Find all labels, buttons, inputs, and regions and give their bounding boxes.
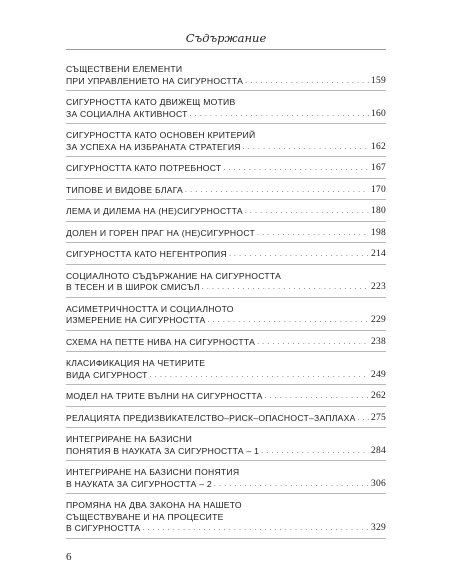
toc-entry-title-line: СИГУРНОСТТА КАТО ОСНОВЕН КРИТЕРИЙ bbox=[66, 130, 256, 140]
toc-entry bbox=[66, 247, 386, 265]
toc-entry bbox=[66, 128, 386, 157]
toc-entry bbox=[66, 411, 386, 429]
toc-entry-title-line: КЛАСИФИКАЦИЯ НА ЧЕТИРИТЕ bbox=[66, 358, 206, 368]
toc-entry-last-line bbox=[66, 142, 386, 154]
toc-entry bbox=[66, 62, 386, 91]
toc-entry-page-number: 214 bbox=[371, 249, 386, 259]
toc-entry-page-number: 275 bbox=[371, 412, 386, 423]
toc-entry-page-number: 238 bbox=[371, 336, 386, 347]
toc-entry-page-number: 262 bbox=[371, 391, 386, 401]
toc-entry bbox=[66, 356, 386, 385]
toc-entry-title-line: В ТЕСЕН И В ШИРОК СМИСЪЛ bbox=[66, 282, 200, 292]
toc-entry bbox=[66, 389, 386, 407]
toc-entry-last-line bbox=[66, 163, 386, 175]
toc-entry-title-line: ИНТЕГРИРАНЕ НА БАЗИСНИ ПОНЯТИЯ bbox=[66, 467, 240, 477]
toc-entry bbox=[66, 465, 386, 494]
toc-entry-page-number: 180 bbox=[371, 206, 386, 216]
toc-entry-page-number: 159 bbox=[371, 75, 386, 86]
toc-entry-page-number: 223 bbox=[371, 282, 386, 292]
toc-entry-title-line: ИЗМЕРЕНИЕ НА СИГУРНОСТТА bbox=[66, 315, 206, 325]
toc-entry-last-line bbox=[66, 479, 386, 491]
toc-entry-last-line bbox=[66, 109, 386, 121]
toc-entry-title-line: СХЕМА НА ПЕТТЕ НИВА НА СИГУРНОСТТА bbox=[66, 336, 256, 347]
toc-entry-title-line: В НАУКАТА ЗА СИГУРНОСТТА – 2 bbox=[66, 478, 212, 489]
dot-leader bbox=[190, 109, 369, 121]
toc-entry bbox=[66, 204, 386, 222]
dot-leader bbox=[214, 479, 369, 491]
toc-entry-title-line: СИГУРНОСТТА КАТО ПОТРЕБНОСТ bbox=[66, 163, 222, 173]
toc-entry-last-line bbox=[66, 391, 386, 403]
toc-entry-page-number: 306 bbox=[371, 478, 386, 489]
toc-entry-title-line: РЕЛАЦИЯТА ПРЕДИЗВИКАТЕЛСТВО–РИСК–ОПАСНОСТ–ЗАПЛАХА bbox=[66, 412, 356, 423]
dot-leader bbox=[261, 446, 369, 458]
toc-entry-title-line: ЗА УСПЕХА НА ИЗБРАНАТА СТРАТЕГИЯ bbox=[66, 141, 241, 152]
toc-entry-page-number: 284 bbox=[371, 445, 386, 456]
toc-entry-page-number: 162 bbox=[371, 141, 386, 152]
toc-entry bbox=[66, 183, 386, 201]
toc-entry-page-number: 249 bbox=[371, 369, 386, 380]
toc-entry-title-line: ИНТЕГРИРАНЕ НА БАЗИСНИ bbox=[66, 434, 193, 444]
dot-leader bbox=[202, 282, 369, 294]
toc-entry-page-number: 229 bbox=[371, 315, 386, 325]
toc-entry-title-line: СИГУРНОСТТА КАТО ДВИЖЕЩ МОТИВ bbox=[66, 97, 236, 107]
page-number: 6 bbox=[66, 551, 72, 563]
dot-leader bbox=[243, 142, 369, 154]
toc-entry bbox=[66, 432, 386, 461]
toc-entry-page-number: 167 bbox=[371, 163, 386, 173]
dot-leader bbox=[185, 185, 369, 197]
toc-entry-last-line bbox=[66, 523, 386, 535]
toc-entry-page-number: 160 bbox=[371, 108, 386, 119]
toc-entry bbox=[66, 335, 386, 353]
toc-entry-title-line: СЪЩЕСТВЕНИ ЕЛЕМЕНТИ bbox=[66, 64, 183, 74]
toc-entry-last-line bbox=[66, 249, 386, 261]
dot-leader bbox=[265, 391, 369, 403]
toc-entry-last-line bbox=[66, 228, 386, 240]
toc-entry bbox=[66, 269, 386, 298]
toc-entry-title-line: ВИДА СИГУРНОСТ bbox=[66, 369, 148, 380]
toc-entry-page-number: 170 bbox=[371, 184, 386, 195]
toc-entry-last-line bbox=[66, 76, 386, 88]
toc-entry bbox=[66, 226, 386, 244]
toc-entry-last-line bbox=[66, 315, 386, 327]
toc-entry-title-line: ДОЛЕН И ГОРЕН ПРАГ НА (НЕ)СИГУРНОСТ bbox=[66, 227, 255, 238]
toc-entry-title-line: ПРОМЯНА НА ДВА ЗАКОНА НА НАШЕТО bbox=[66, 500, 242, 510]
toc-entry-last-line bbox=[66, 370, 386, 382]
toc-entry-last-line bbox=[66, 413, 386, 425]
dot-leader bbox=[208, 315, 369, 327]
toc-entry-page-number: 198 bbox=[371, 227, 386, 238]
dot-leader bbox=[245, 206, 369, 218]
toc-entry-last-line bbox=[66, 446, 386, 458]
toc-entry-title-line: ПОНЯТИЯ В НАУКАТА ЗА СИГУРНОСТТА – 1 bbox=[66, 445, 260, 456]
dot-leader bbox=[142, 523, 369, 535]
toc-entry-last-line bbox=[66, 337, 386, 349]
dot-leader bbox=[223, 163, 369, 175]
toc-entry bbox=[66, 302, 386, 331]
toc-entry-last-line bbox=[66, 185, 386, 197]
toc-entry-title-line: СЪЩЕСТВУВАНЕ И НА ПРОЦЕСИТЕ bbox=[66, 511, 224, 522]
toc-entry bbox=[66, 498, 386, 539]
running-header: Съдържание bbox=[185, 31, 267, 45]
toc-entry bbox=[66, 161, 386, 179]
table-of-contents bbox=[66, 62, 386, 543]
dot-leader bbox=[150, 370, 369, 382]
header-rule bbox=[66, 49, 386, 50]
dot-leader bbox=[229, 249, 369, 261]
toc-entry-title-line: ПРИ УПРАВЛЕНИЕТО НА СИГУРНОСТТА bbox=[66, 75, 244, 86]
toc-entry-title-line: ЗА СОЦИАЛНА АКТИВНОСТ bbox=[66, 108, 188, 119]
dot-leader bbox=[245, 76, 369, 88]
dot-leader bbox=[358, 413, 369, 425]
dot-leader bbox=[257, 228, 369, 240]
toc-entry-title-line: В СИГУРНОСТТА bbox=[66, 523, 141, 533]
toc-entry-title-line: СИГУРНОСТТА КАТО НЕГЕНТРОПИЯ bbox=[66, 249, 227, 259]
toc-entry-title-line: СОЦИАЛНОТО СЪДЪРЖАНИЕ НА СИГУРНОСТТА bbox=[66, 270, 282, 281]
toc-entry-last-line bbox=[66, 282, 386, 294]
toc-entry-page-number: 329 bbox=[371, 523, 386, 533]
dot-leader bbox=[257, 337, 369, 349]
toc-entry-title-line: МОДЕЛ НА ТРИТЕ ВЪЛНИ НА СИГУРНОСТТА bbox=[66, 391, 263, 401]
toc-entry-title-line: ЛЕМА И ДИЛЕМА НА (НЕ)СИГУРНОСТТА bbox=[66, 206, 243, 216]
toc-entry-title-line: АСИМЕТРИЧНОСТТА И СОЦИАЛНОТО bbox=[66, 303, 234, 314]
toc-entry-title-line: ТИПОВЕ И ВИДОВЕ БЛАГА bbox=[66, 184, 184, 195]
toc-entry-last-line bbox=[66, 206, 386, 218]
toc-entry bbox=[66, 95, 386, 124]
